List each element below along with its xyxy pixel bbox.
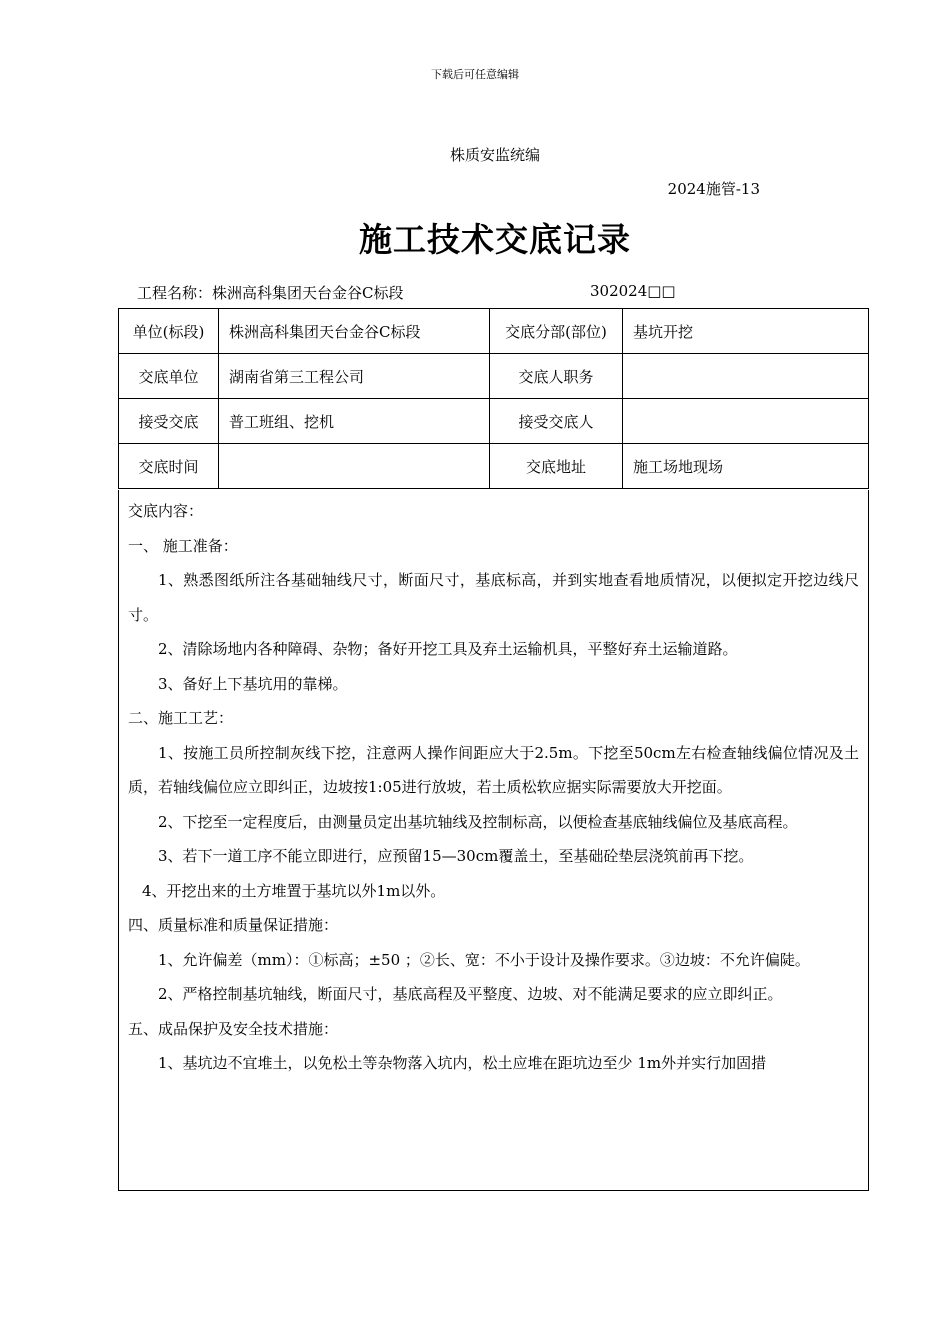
receiver-value: 普工班组、挖机 (219, 399, 490, 444)
project-name: 工程名称：株洲高科集团天台金谷C标段 (137, 284, 404, 302)
info-table (118, 308, 869, 489)
unit-value: 株洲高科集团天台金谷C标段 (219, 309, 490, 354)
content-paragraph: 1、熟悉图纸所注各基础轴线尺寸，断面尺寸，基底标高，并到实地查看地质情况，以便拟定开挖边线尺寸。 (128, 571, 859, 624)
location-value: 施工场地现场 (623, 444, 869, 489)
section-heading: 一、 施工准备： (128, 536, 238, 555)
section-heading: 五、成品保护及安全技术措施： (128, 1019, 339, 1038)
table-row (119, 444, 869, 489)
content-paragraph: 2、下挖至一定程度后，由测量员定出基坑轴线及控制标高，以便检查基底轴线偏位及基底高程。 (158, 812, 798, 831)
location-label: 交底地址 (490, 444, 623, 489)
content-section (118, 490, 869, 1191)
receiver-person-label: 接受交底人 (490, 399, 623, 444)
content-paragraph: 2、严格控制基坑轴线，断面尺寸，基底高程及平整度、边坡、对不能满足要求的应立即纠正。 (158, 985, 783, 1003)
receiver-person-value (623, 399, 869, 444)
time-value (219, 444, 490, 489)
section-value: 基坑开挖 (623, 309, 869, 354)
time-label: 交底时间 (119, 444, 219, 489)
table-row (119, 309, 869, 354)
top-note: 下载后可任意编辑 (431, 68, 519, 81)
issuer-title-label: 交底人职务 (490, 354, 623, 399)
project-code: 302024□□ (590, 282, 676, 300)
section-label: 交底分部(部位) (490, 309, 623, 354)
table-row (119, 354, 869, 399)
page-title: 施工技术交底记录 (359, 220, 631, 259)
content-paragraph: 1、按施工员所控制灰线下挖，注意两人操作间距应大于2.5m。下挖至50cm左右检查轴线偏位情况及土质，若轴线偏位应立即纠正，边坡按1:05进行放坡，若土质松软应据实际需要放大开挖面。 (128, 743, 859, 796)
content-paragraph: 1、允许偏差（mm）：①标高；±50 ；②长、宽：不小于设计及操作要求。③边坡：不允许偏陡。 (158, 950, 810, 969)
section-heading: 四、质量标准和质量保证措施： (128, 916, 339, 934)
content-intro: 交底内容： (128, 502, 204, 520)
issuer-title-value (623, 354, 869, 399)
content-paragraph: 3、备好上下基坑用的靠梯。 (158, 674, 348, 693)
content-paragraph: 1、基坑边不宜堆土，以免松土等杂物落入坑内，松土应堆在距坑边至少 1m外并实行加固措 (158, 1054, 767, 1072)
issuer-label: 交底单位 (119, 354, 219, 399)
receiver-label: 接受交底 (119, 399, 219, 444)
content-paragraph: 2、清除场地内各种障碍、杂物；备好开挖工具及弃土运输机具，平整好弃土运输道路。 (158, 640, 738, 658)
section-heading: 二、施工工艺： (128, 709, 234, 727)
document-number: 2024施管-13 (667, 180, 760, 198)
unit-label: 单位(标段) (119, 309, 219, 354)
editor-label: 株质安监统编 (449, 146, 540, 164)
content-paragraph: 4、开挖出来的土方堆置于基坑以外1m以外。 (142, 881, 446, 900)
content-paragraph: 3、若下一道工序不能立即进行，应预留15—30cm覆盖土，至基础砼垫层浇筑前再下挖。 (158, 847, 754, 865)
table-row (119, 399, 869, 444)
issuer-value: 湖南省第三工程公司 (219, 354, 490, 399)
